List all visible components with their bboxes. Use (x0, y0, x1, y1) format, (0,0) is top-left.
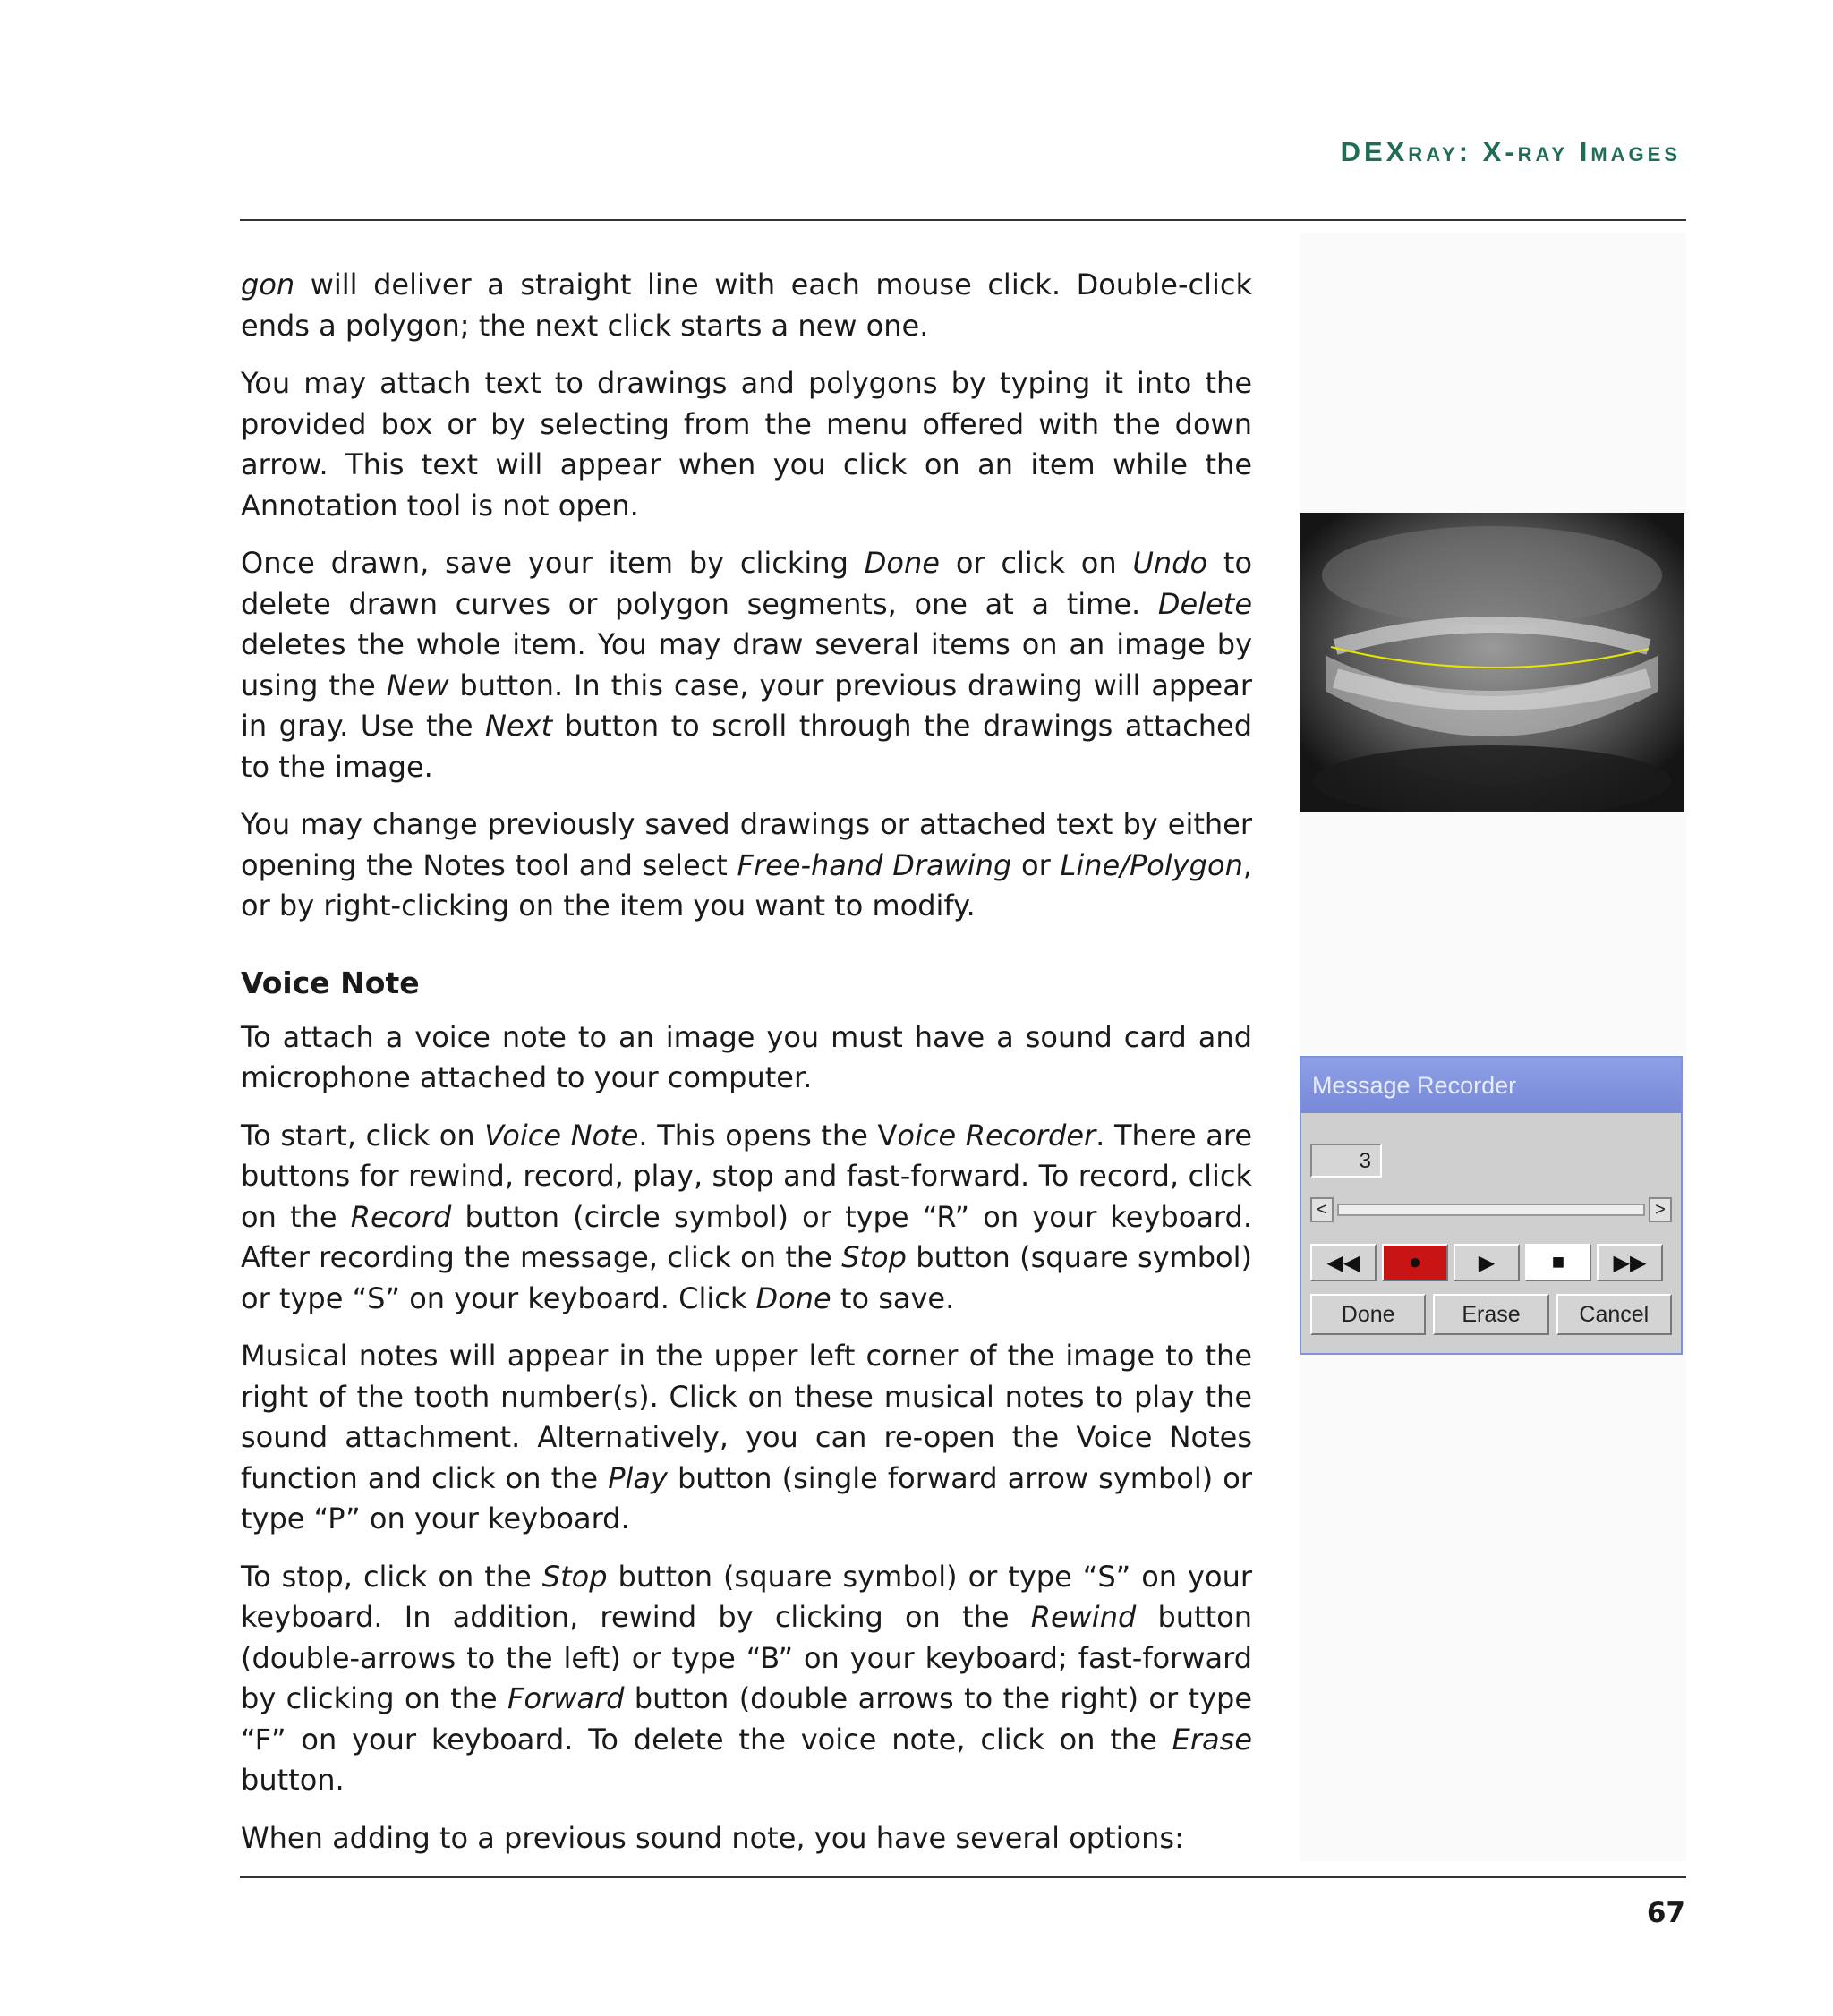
paragraph (241, 1336, 1252, 1540)
play-button[interactable]: ▶ (1454, 1244, 1520, 1281)
section-heading: Voice Note (241, 965, 420, 1000)
text-span: deletes the whole item. You may draw several items on an image by using the (241, 627, 1252, 702)
text-span: . There are buttons for rewind, record, play, stop and fast-forward. To record, click on the (241, 1118, 1252, 1234)
emphasis-term: Rewind (1030, 1600, 1137, 1634)
emphasis-term: Undo (1132, 546, 1208, 580)
text-span: To stop, click on the (241, 1559, 542, 1594)
text-span: To start, click on (241, 1118, 485, 1153)
running-header: DEXray: X-ray Images (1340, 136, 1681, 167)
text-span: . This opens the V (638, 1118, 898, 1153)
counter-field[interactable]: 3 (1310, 1144, 1382, 1178)
emphasis-term: Done (755, 1280, 831, 1315)
text-span: button (circle symbol) or type “R” on your keyboard. After recording the message, click on the (241, 1199, 1252, 1274)
text-span: Once drawn, save your item by clicking (241, 546, 865, 580)
text-span: to delete drawn curves or polygon segments, one at a time. (241, 546, 1253, 621)
emphasis-term: Erase (1172, 1722, 1252, 1757)
cancel-button[interactable]: Cancel (1556, 1294, 1672, 1335)
rewind-button[interactable]: ◀◀ (1310, 1244, 1377, 1281)
scroll-right-arrow-icon[interactable]: > (1649, 1197, 1672, 1222)
xray-illustration (1300, 513, 1684, 812)
action-buttons (1310, 1294, 1672, 1335)
transport-controls (1310, 1244, 1672, 1281)
paragraph (241, 265, 1252, 346)
done-button[interactable]: Done (1310, 1294, 1426, 1335)
text-span: button. (241, 1763, 345, 1797)
page-number: 67 (1646, 1897, 1685, 1929)
paragraph: When adding to a previous sound note, you have several options: (241, 1820, 1184, 1855)
text-span: button (square symbol) or type “S” on your keyboard. In addition, rewind by clicking on the (241, 1559, 1253, 1634)
emphasis-term: Next (485, 709, 553, 743)
emphasis-term: Voice Note (484, 1118, 639, 1153)
paragraph (241, 804, 1252, 927)
text-span: to save. (831, 1280, 955, 1315)
emphasis-term: Forward (507, 1681, 625, 1715)
text-span: Musical notes will appear in the upper left corner of the image to the right of the tooth number(s). Click on these musical notes to play the sound attachment. Alternatively, you can re-open the Voice Notes function and click on the (241, 1339, 1252, 1495)
text-span: button (double arrows to the right) or type “F” on your keyboard. To delete the voice note, click on the (241, 1681, 1253, 1757)
paragraph (241, 543, 1252, 787)
emphasis-term: oice Recorder (897, 1118, 1096, 1153)
header-rule (240, 219, 1686, 221)
text-span: button (square symbol) or type “S” on your keyboard. Click (241, 1240, 1253, 1315)
body-text (241, 265, 1252, 1876)
dental-xray-image (1300, 513, 1684, 812)
paragraph (241, 1116, 1252, 1320)
stop-button[interactable]: ■ (1525, 1244, 1591, 1281)
emphasis-term: Stop (541, 1559, 608, 1594)
text-span: will deliver a straight line with each mouse click. Double-click ends a polygon; the next click starts a new one. (241, 268, 1252, 343)
scroll-track[interactable] (1337, 1204, 1645, 1216)
paragraph: To attach a voice note to an image you must have a sound card and microphone attached to your computer. (241, 1019, 1252, 1094)
text-span: , or by right-clicking on the item you want to modify. (241, 847, 1253, 923)
text-span: button (double-arrows to the left) or type “B” on your keyboard; fast-forward by clicking on the (241, 1600, 1253, 1715)
text-span: or click on (939, 546, 1133, 580)
emphasis-term: Record (350, 1199, 452, 1234)
scroll-left-arrow-icon[interactable]: < (1310, 1197, 1334, 1222)
paragraph: You may attach text to drawings and polygons by typing it into the provided box or by selecting from the menu offered with the down arrow. This text will appear when you click on an item while the Annotation tool is not open. (241, 366, 1252, 523)
recorder-title[interactable]: Message Recorder (1301, 1058, 1681, 1113)
text-span: or (1011, 847, 1061, 882)
emphasis-term: Done (864, 546, 940, 580)
emphasis-term: Play (608, 1460, 668, 1495)
record-button[interactable]: ● (1382, 1244, 1448, 1281)
emphasis-term: Line/Polygon (1060, 847, 1243, 882)
text-span: button. In this case, your previous drawing will appear in gray. Use the (241, 668, 1253, 743)
fast-forward-button[interactable]: ▶▶ (1597, 1244, 1663, 1281)
emphasis-term: gon (241, 268, 295, 302)
emphasis-term: Free-hand Drawing (737, 847, 1012, 882)
text-span: button to scroll through the drawings attached to the image. (241, 709, 1253, 784)
text-span: You may change previously saved drawings or attached text by either opening the Notes tool and select (241, 807, 1252, 882)
sidebar-column (1300, 233, 1686, 1861)
erase-button[interactable]: Erase (1433, 1294, 1548, 1335)
text-span: button (single forward arrow symbol) or type “P” on your keyboard. (241, 1460, 1253, 1535)
paragraph (241, 1557, 1252, 1801)
emphasis-term: Delete (1157, 586, 1252, 621)
footer-rule (240, 1876, 1686, 1878)
message-recorder-window (1300, 1056, 1683, 1355)
position-scrollbar[interactable] (1310, 1197, 1672, 1222)
emphasis-term: Stop (841, 1240, 907, 1274)
emphasis-term: New (386, 668, 449, 702)
